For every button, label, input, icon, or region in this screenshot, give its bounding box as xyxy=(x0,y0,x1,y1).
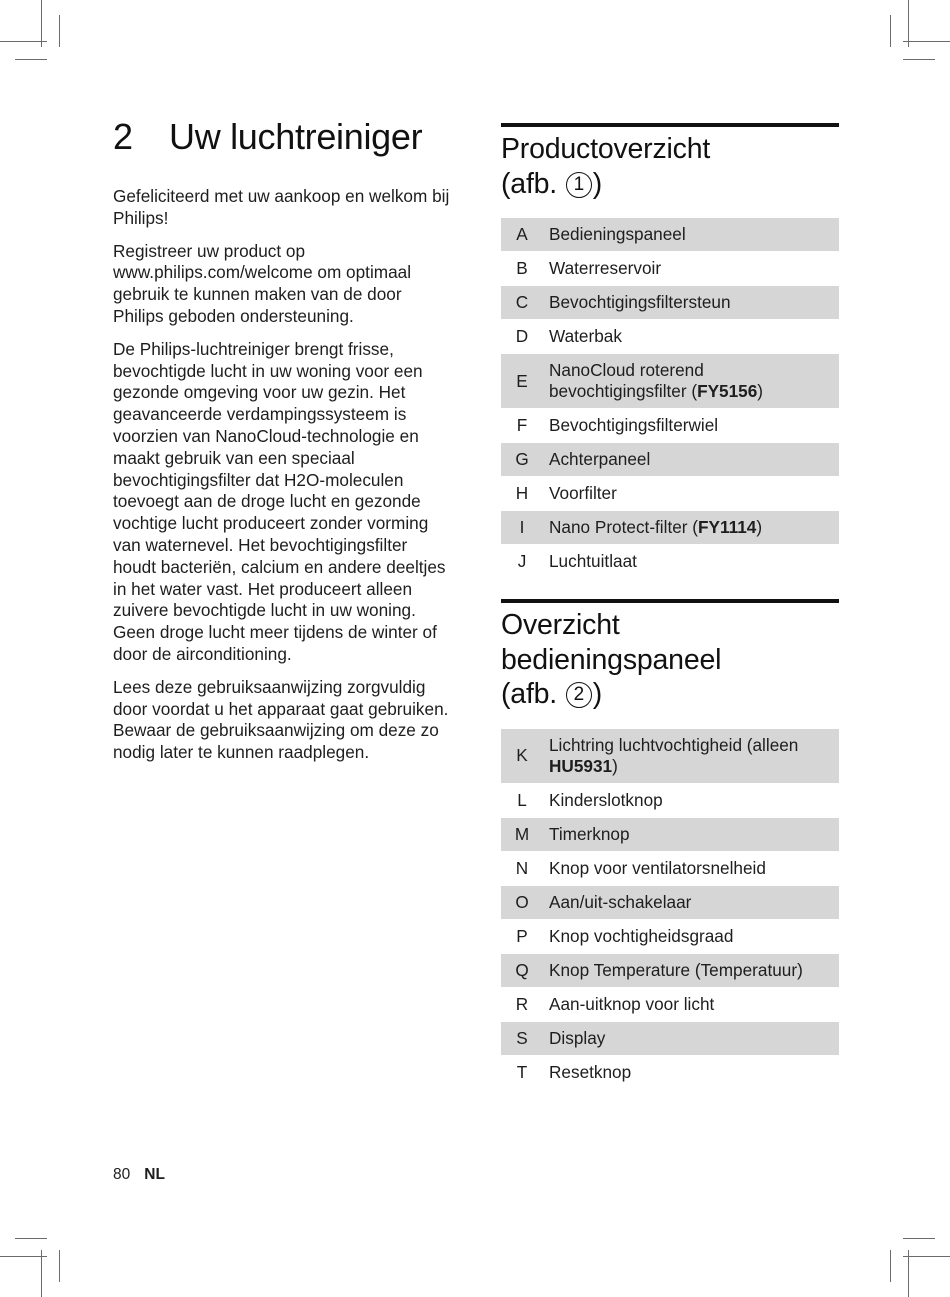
crop-mark xyxy=(903,1256,950,1257)
figure-ref-suffix: ) xyxy=(592,167,603,200)
part-label-text: Aan-uitknop voor licht xyxy=(549,993,715,1014)
figure-ref-suffix: ) xyxy=(592,678,603,710)
crop-mark xyxy=(903,59,935,60)
part-label xyxy=(543,817,839,851)
crop-mark xyxy=(59,1250,60,1282)
part-label-text: Knop Temperature (Temperatuur) xyxy=(549,959,803,980)
model-number: FY1114 xyxy=(698,517,757,537)
part-label-text: Lichtring luchtvochtigheid (alleen xyxy=(549,734,799,755)
model-number: FY5156 xyxy=(697,381,758,401)
part-label xyxy=(543,1055,839,1089)
crop-mark xyxy=(0,41,47,42)
part-label-suffix: ) xyxy=(757,381,764,401)
page-footer xyxy=(113,1166,165,1184)
part-code: A xyxy=(501,218,543,252)
part-code: L xyxy=(517,789,527,810)
part-label-text: Knop vochtigheidsgraad xyxy=(549,925,734,946)
chapter-heading xyxy=(113,116,453,158)
section-rule xyxy=(501,123,839,127)
part-label xyxy=(543,477,839,511)
part-row xyxy=(501,919,839,953)
part-row xyxy=(501,885,839,919)
part-label xyxy=(543,286,839,320)
part-code: E xyxy=(501,354,543,409)
crop-mark xyxy=(41,0,42,47)
crop-mark xyxy=(890,15,891,47)
part-label-text: Luchtuitlaat xyxy=(549,551,637,571)
part-label xyxy=(543,851,839,885)
part-code: C xyxy=(501,286,543,320)
figure-ref-prefix: (afb. xyxy=(501,167,565,200)
part-label-text: Aan/uit-schakelaar xyxy=(549,891,692,912)
intro-paragraph: De Philips-luchtreiniger brengt frisse, bevochtigde lucht in uw woning voor een gezonde omgeving voor uw gezin. Het geavanceerde verdampingssysteem is voorzien van NanoCloud-technologie en maakt gebruik van een speciaal bevochtigingsfilter dat H2O-moleculen toevoegt aan de droge lucht en gezonde vochtige lucht produceert zonder vorming van waternevel. Het bevochtigingsfilter houdt bacteriën, calcium en andere deeltjes in het water vast. Het produceert alleen zuivere bevochtigde lucht in uw woning. Geen droge lucht meer tijdens de winter of door de airconditioning. xyxy=(113,338,446,664)
part-row xyxy=(501,511,839,545)
part-label-text: Display xyxy=(549,1027,606,1048)
part-label-text: Resetknop xyxy=(549,1061,632,1082)
part-label xyxy=(543,953,839,987)
part-label-text: Knop voor ventilatorsnelheid xyxy=(549,857,766,878)
part-label xyxy=(543,987,839,1021)
part-code: N xyxy=(515,857,529,878)
part-label xyxy=(543,545,839,579)
part-label xyxy=(543,252,839,286)
part-code: M xyxy=(501,817,543,851)
crop-mark xyxy=(59,15,60,47)
part-code: K xyxy=(501,729,543,784)
part-label-suffix: ) xyxy=(612,755,618,776)
panel-parts-table xyxy=(501,729,839,1090)
part-code: G xyxy=(501,443,543,477)
crop-mark xyxy=(15,1238,47,1239)
figure-number-badge: 1 xyxy=(566,172,592,198)
part-code: H xyxy=(515,483,529,503)
language-code: NL xyxy=(144,1166,165,1183)
part-label xyxy=(543,783,839,817)
section-rule xyxy=(501,599,839,603)
crop-mark xyxy=(903,1238,935,1239)
part-row xyxy=(501,545,839,579)
part-label-text: Voorfilter xyxy=(549,483,617,503)
part-label xyxy=(543,320,839,354)
part-row xyxy=(501,1055,839,1089)
part-code: R xyxy=(515,993,529,1014)
chapter-title: Uw luchtreiniger xyxy=(169,116,423,157)
part-row xyxy=(501,817,839,851)
part-label xyxy=(543,511,839,545)
part-label-text: Waterbak xyxy=(549,326,622,346)
model-number: HU5931 xyxy=(549,755,613,776)
panel-overview-title-line: bedieningspaneel xyxy=(501,643,722,676)
crop-mark xyxy=(903,41,950,42)
crop-mark xyxy=(15,59,47,60)
part-label xyxy=(543,885,839,919)
intro-paragraph: Gefeliciteerd met uw aankoop en welkom bij Philips! xyxy=(113,186,450,228)
part-row xyxy=(501,477,839,511)
part-code: J xyxy=(517,551,527,571)
part-row xyxy=(501,218,839,252)
intro-paragraph: Lees deze gebruiksaanwijzing zorgvuldig door voordat u het apparaat gaat gebruiken. Bewaar de gebruiksaanwijzing om deze zo nodig later te kunnen raadplegen. xyxy=(113,676,449,763)
crop-mark xyxy=(908,0,909,47)
panel-overview-title xyxy=(501,608,839,712)
part-row xyxy=(501,409,839,443)
part-row xyxy=(501,286,839,320)
part-row xyxy=(501,443,839,477)
crop-mark xyxy=(41,1250,42,1297)
part-label-suffix: ) xyxy=(756,517,763,537)
part-label-text: Kinderslotknop xyxy=(549,789,663,810)
part-label-text: Achterpaneel xyxy=(549,449,651,469)
part-label xyxy=(543,218,839,252)
part-code: F xyxy=(516,415,528,435)
part-label-text: Waterreservoir xyxy=(549,258,662,278)
overview-column xyxy=(501,123,839,1090)
product-parts-table xyxy=(501,218,839,579)
part-code: P xyxy=(516,925,528,946)
part-label-text: Bevochtigingsfilterwiel xyxy=(549,415,719,435)
part-label-text: Bedieningspaneel xyxy=(549,224,686,244)
part-row xyxy=(501,1021,839,1055)
page-number: 80 xyxy=(113,1166,131,1183)
part-code: S xyxy=(501,1021,543,1055)
part-label-text: Nano Protect-filter ( xyxy=(549,517,699,537)
part-row xyxy=(501,729,839,784)
intro-column xyxy=(113,116,453,775)
part-label-text: NanoCloud roterend bevochtigingsfilter ( xyxy=(549,360,704,401)
crop-mark xyxy=(0,1256,47,1257)
product-overview-title-line: Productoverzicht xyxy=(501,133,711,165)
part-row xyxy=(501,354,839,409)
part-label-text: Bevochtigingsfiltersteun xyxy=(549,292,731,312)
part-label xyxy=(543,409,839,443)
part-row xyxy=(501,987,839,1021)
part-code: O xyxy=(501,885,543,919)
part-code: I xyxy=(501,511,543,545)
panel-overview-title-line: Overzicht xyxy=(501,609,620,641)
intro-paragraph: Registreer uw product op www.philips.com/welcome om optimaal gebruik te kunnen maken van de door Philips geboden ondersteuning. xyxy=(113,240,412,326)
part-label xyxy=(543,729,839,784)
part-label xyxy=(543,443,839,477)
part-code: T xyxy=(516,1061,528,1082)
part-code: B xyxy=(516,258,528,278)
part-label xyxy=(543,919,839,953)
part-row xyxy=(501,320,839,354)
part-label xyxy=(543,1021,839,1055)
part-row xyxy=(501,252,839,286)
crop-mark xyxy=(908,1250,909,1297)
part-row xyxy=(501,953,839,987)
part-row xyxy=(501,851,839,885)
part-label xyxy=(543,354,839,409)
part-code: Q xyxy=(501,953,543,987)
part-code: D xyxy=(515,326,529,346)
chapter-number: 2 xyxy=(113,116,133,157)
crop-mark xyxy=(890,1250,891,1282)
figure-ref-prefix: (afb. xyxy=(501,678,565,710)
part-row xyxy=(501,783,839,817)
part-label-text: Timerknop xyxy=(549,823,630,844)
product-overview-title xyxy=(501,132,839,201)
figure-number-badge: 2 xyxy=(566,682,592,708)
